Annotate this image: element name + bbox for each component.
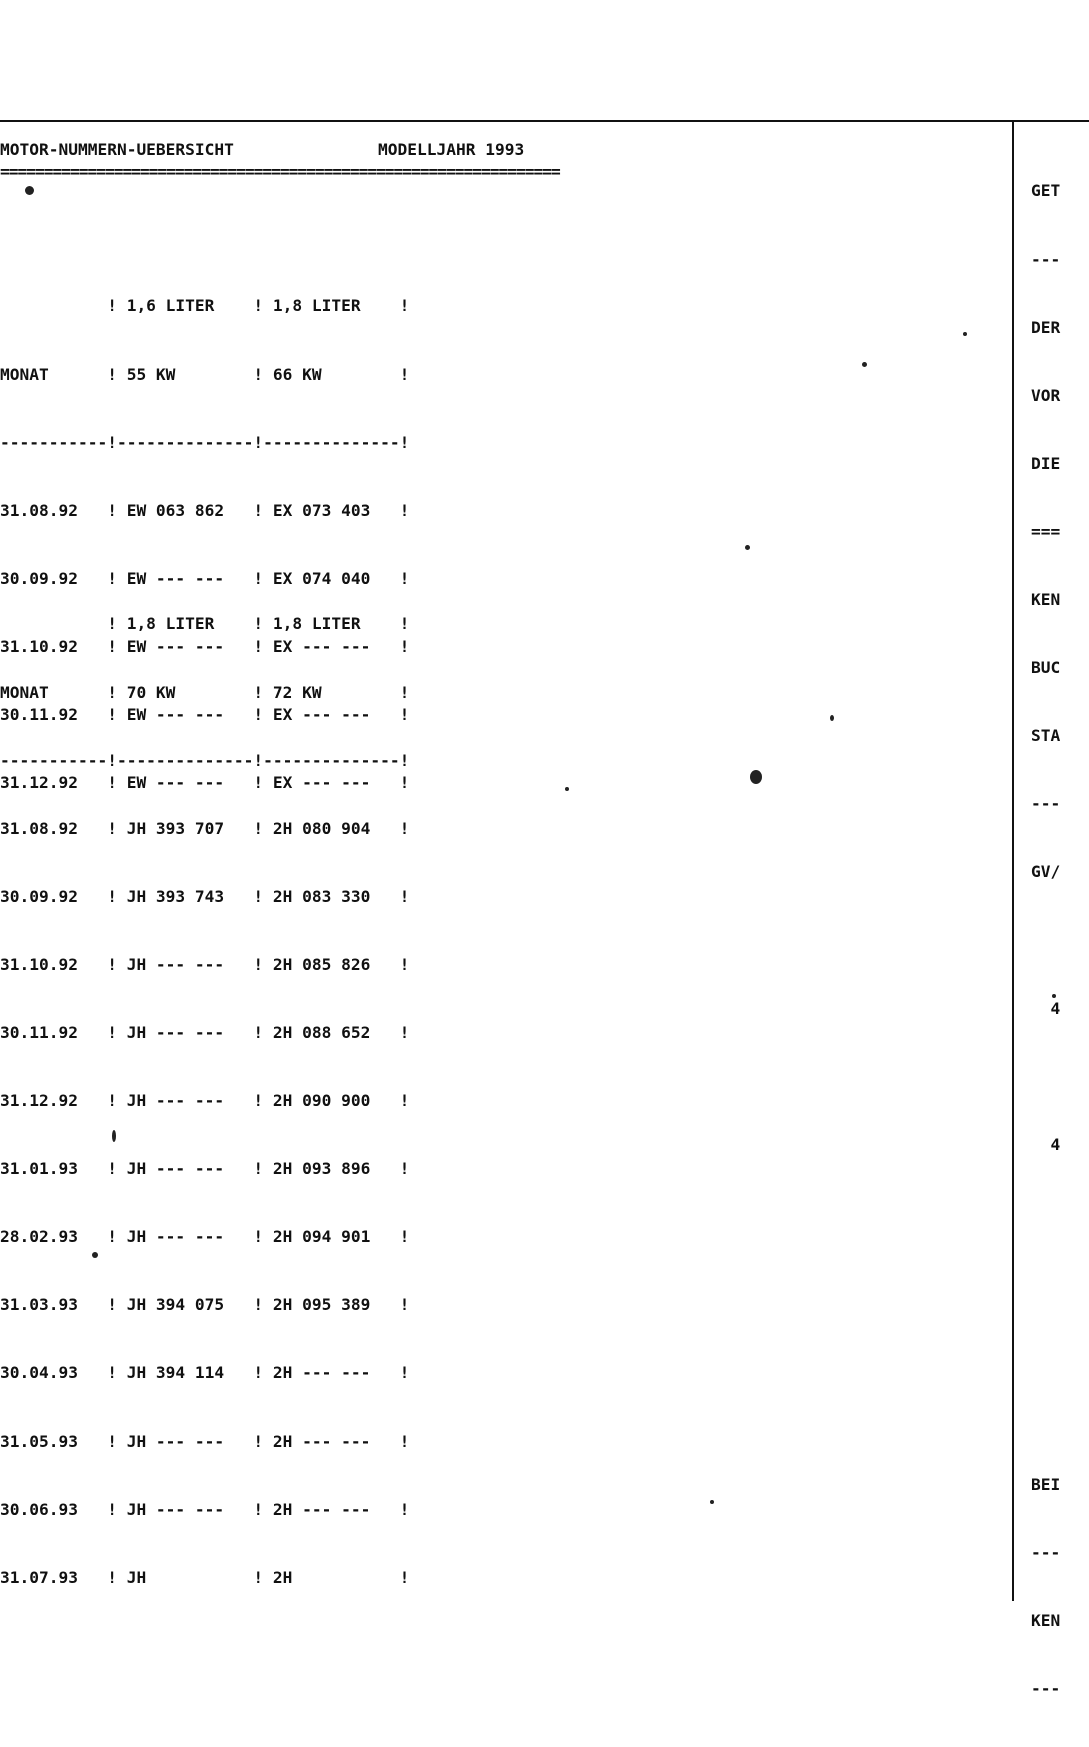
right-column-line bbox=[1031, 1270, 1070, 1293]
table-1-line: 30.09.92 ! EW --- --- ! EX 074 040 ! bbox=[0, 568, 410, 588]
scan-speck bbox=[750, 770, 762, 784]
table-2-line: 31.03.93 ! JH 394 075 ! 2H 095 389 ! bbox=[0, 1295, 410, 1315]
scan-speck bbox=[745, 545, 750, 550]
table-1-line: 31.12.92 ! EW --- --- ! EX --- --- ! bbox=[0, 773, 410, 793]
table-2-line: 30.11.92 ! JH --- --- ! 2H 088 652 ! bbox=[0, 1022, 410, 1042]
table-2-line: 31.01.93 ! JH --- --- ! 2H 093 896 ! bbox=[0, 1159, 410, 1179]
model-year: MODELLJAHR 1993 bbox=[378, 140, 525, 159]
table-2-line: 30.06.93 ! JH --- --- ! 2H --- --- ! bbox=[0, 1499, 410, 1519]
right-column-line: 4 bbox=[1031, 1134, 1061, 1154]
right-column-line: VOR bbox=[1031, 385, 1061, 405]
table-2-line: 31.05.93 ! JH --- --- ! 2H --- --- ! bbox=[0, 1431, 410, 1451]
table-1-line: MONAT ! 55 KW ! 66 KW ! bbox=[0, 364, 410, 384]
scan-speck bbox=[862, 362, 867, 367]
right-column-line: DIE bbox=[1031, 453, 1061, 473]
right-column-line: GV/ bbox=[1031, 862, 1061, 882]
table-2-line: 31.08.92 ! JH 393 707 ! 2H 080 904 ! bbox=[0, 818, 410, 838]
table-2-line: 31.07.93 ! JH ! 2H ! bbox=[0, 1567, 410, 1587]
scan-speck bbox=[963, 332, 967, 336]
right-column-line: STA bbox=[1031, 726, 1061, 746]
right-column-line bbox=[1031, 929, 1070, 952]
right-truncated-column bbox=[1031, 135, 1070, 1747]
right-column-line: --- bbox=[1031, 794, 1061, 814]
right-column-line: DER bbox=[1031, 317, 1061, 337]
right-column-line: BEI bbox=[1031, 1475, 1061, 1495]
scan-speck bbox=[92, 1252, 98, 1258]
scan-speck bbox=[565, 787, 569, 791]
header-double-rule: ================================================================ bbox=[0, 162, 560, 181]
table-2-line: 31.12.92 ! JH --- --- ! 2H 090 900 ! bbox=[0, 1091, 410, 1111]
table-1-line: 31.08.92 ! EW 063 862 ! EX 073 403 ! bbox=[0, 500, 410, 520]
table-1-line: ! 1,6 LITER ! 1,8 LITER ! bbox=[0, 296, 410, 316]
table-2-line: 30.04.93 ! JH 394 114 ! 2H --- --- ! bbox=[0, 1363, 410, 1383]
right-column-line bbox=[1031, 1338, 1070, 1361]
table-2-line: MONAT ! 70 KW ! 72 KW ! bbox=[0, 682, 410, 702]
right-column-line: --- bbox=[1031, 1543, 1061, 1563]
table-2-line: 30.09.92 ! JH 393 743 ! 2H 083 330 ! bbox=[0, 886, 410, 906]
document-title: MOTOR-NUMMERN-UEBERSICHT bbox=[0, 140, 234, 159]
table-1-line: -----------!--------------!--------------! bbox=[0, 432, 410, 452]
scan-speck bbox=[710, 1500, 714, 1504]
table-2-line: -----------!--------------!--------------! bbox=[0, 750, 410, 770]
right-column-line: --- bbox=[1031, 249, 1061, 269]
table-1-line: 30.11.92 ! EW --- --- ! EX --- --- ! bbox=[0, 704, 410, 724]
right-column-line bbox=[1031, 1202, 1070, 1225]
column-divider bbox=[1012, 122, 1014, 1601]
right-column-line: --- bbox=[1031, 1679, 1061, 1699]
right-column-line: 4 bbox=[1031, 998, 1061, 1018]
engine-table-2 bbox=[0, 568, 409, 1635]
top-rule bbox=[0, 120, 1089, 122]
right-column-line bbox=[1031, 1066, 1070, 1089]
right-column-line: BUC bbox=[1031, 658, 1061, 678]
right-column-line: === bbox=[1031, 521, 1061, 541]
table-2-line: ! 1,8 LITER ! 1,8 LITER ! bbox=[0, 614, 410, 634]
right-column-line bbox=[1031, 1406, 1070, 1429]
scan-speck bbox=[25, 186, 34, 195]
scan-speck bbox=[1052, 994, 1056, 998]
scan-speck bbox=[830, 715, 834, 721]
right-column-line: KEN bbox=[1031, 589, 1061, 609]
table-2-line: 28.02.93 ! JH --- --- ! 2H 094 901 ! bbox=[0, 1227, 410, 1247]
right-column-line: KEN bbox=[1031, 1611, 1061, 1631]
table-2-line: 31.10.92 ! JH --- --- ! 2H 085 826 ! bbox=[0, 954, 410, 974]
right-column-line: GET bbox=[1031, 181, 1061, 201]
table-1-line: 31.10.92 ! EW --- --- ! EX --- --- ! bbox=[0, 636, 410, 656]
scan-speck bbox=[112, 1130, 116, 1142]
